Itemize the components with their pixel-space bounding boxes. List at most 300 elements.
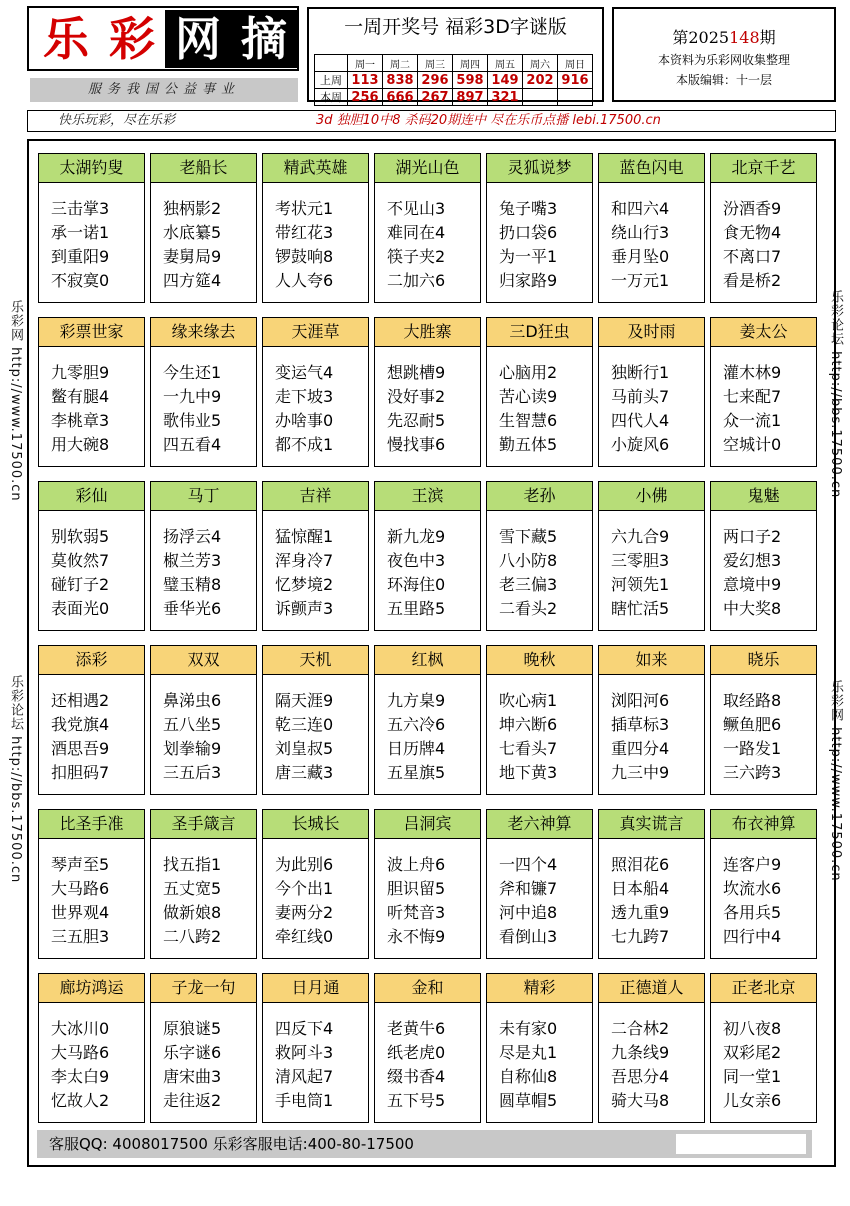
- logo-char-4: 摘: [231, 10, 297, 68]
- tipster-name: 子龙一句: [151, 974, 256, 1003]
- editor-note: 本版编辑：十一层: [675, 73, 772, 87]
- puzzle-line: 忆梦境2: [275, 575, 334, 594]
- puzzle-line: 歌伟业5: [163, 411, 222, 430]
- tipster-name: 缘来缘去: [151, 318, 256, 347]
- puzzle-line: 手电筒1: [275, 1091, 334, 1110]
- tipster-card: [262, 317, 369, 467]
- puzzle-line: 独柄影2: [163, 199, 222, 218]
- logo-char-3: 网: [165, 10, 231, 68]
- puzzle-line: 汾酒香9: [723, 199, 782, 218]
- tipster-lines: [487, 511, 592, 621]
- puzzle-line: 妻舅局9: [163, 247, 222, 266]
- tipster-card: [38, 153, 145, 303]
- puzzle-line: 我党旗4: [51, 715, 110, 734]
- puzzle-line: 兔子嘴3: [499, 199, 558, 218]
- puzzle-line: 儿女亲6: [723, 1091, 782, 1110]
- tipster-card: [710, 645, 817, 795]
- puzzle-line: 二加六6: [387, 271, 446, 290]
- puzzle-line: 四方筵4: [163, 271, 222, 290]
- puzzle-line: 五丈宽5: [163, 879, 222, 898]
- puzzle-line: 小旋风6: [611, 435, 670, 454]
- puzzle-line: 做新娘8: [163, 903, 222, 922]
- tipster-name: 吉祥: [263, 482, 368, 511]
- tipster-lines: [263, 675, 368, 785]
- puzzle-line: 忆故人2: [51, 1091, 110, 1110]
- puzzle-line: 照泪花6: [611, 855, 670, 874]
- tipster-card: [374, 153, 481, 303]
- tipster-card: [38, 809, 145, 959]
- puzzle-line: 猛惊醒1: [275, 527, 334, 546]
- tipster-name: 王滨: [375, 482, 480, 511]
- tipster-lines: [487, 839, 592, 949]
- tipster-card: [38, 645, 145, 795]
- puzzle-line: 二八跨2: [163, 927, 222, 946]
- puzzle-line: 三击掌3: [51, 199, 110, 218]
- puzzle-line: 鳖有腿4: [51, 387, 110, 406]
- tipster-name: 如来: [599, 646, 704, 675]
- puzzle-line: 四行中4: [723, 927, 782, 946]
- source-note: 本资料为乐彩网收集整理: [657, 53, 790, 67]
- puzzle-line: 为此别6: [275, 855, 334, 874]
- tipster-card: [710, 153, 817, 303]
- tipster-name: 北京千艺: [711, 154, 816, 183]
- tipster-lines: [487, 675, 592, 785]
- puzzle-line: 鳜鱼肥6: [723, 715, 782, 734]
- weekday: 周六: [523, 55, 558, 72]
- puzzle-line: 筷子夹2: [387, 247, 446, 266]
- tipster-lines: [263, 347, 368, 457]
- tipster-name: 老六神算: [487, 810, 592, 839]
- puzzle-line: 九零胆9: [51, 363, 110, 382]
- puzzle-line: 清风起7: [275, 1067, 334, 1086]
- puzzle-line: 吹心病1: [499, 691, 558, 710]
- side-text-left-top: 乐彩网 http://www.17500.cn: [8, 300, 23, 502]
- tipster-card: [262, 973, 369, 1123]
- puzzle-line: 隔天涯9: [275, 691, 334, 710]
- puzzle-line: 五八坐5: [163, 715, 222, 734]
- puzzle-line: 各用兵5: [723, 903, 782, 922]
- puzzle-line: 两口子2: [723, 527, 782, 546]
- puzzle-line: 锣鼓响8: [275, 247, 334, 266]
- tipster-lines: [375, 1003, 480, 1113]
- banner-slogan: 快乐玩彩，尽在乐彩: [58, 113, 176, 128]
- tipster-name: 大胜寨: [375, 318, 480, 347]
- puzzle-line: 五里路5: [387, 599, 446, 618]
- puzzle-line: 原狼谜5: [163, 1019, 222, 1038]
- puzzle-line: 浑身冷7: [275, 551, 334, 570]
- side-text-right-bottom: 乐彩网 http://www.17500.cn: [828, 680, 843, 882]
- puzzle-line: 变运气4: [275, 363, 334, 382]
- puzzle-line: 八小防8: [499, 551, 558, 570]
- tipster-lines: [39, 347, 144, 457]
- tipster-card: [486, 481, 593, 631]
- puzzle-line: 地下黄3: [499, 763, 558, 782]
- tipster-card: [150, 645, 257, 795]
- tipster-lines: [39, 839, 144, 949]
- puzzle-line: 归家路9: [499, 271, 558, 290]
- puzzle-line: 垂华光6: [163, 599, 222, 618]
- puzzle-line: 唐三藏3: [275, 763, 334, 782]
- tipster-card: [374, 481, 481, 631]
- puzzle-line: 乾三连0: [275, 715, 334, 734]
- tipster-lines: [599, 183, 704, 293]
- puzzle-line: 唐宋曲3: [163, 1067, 222, 1086]
- puzzle-line: 马前头7: [611, 387, 670, 406]
- tipster-card: [150, 809, 257, 959]
- puzzle-line: 食无物4: [723, 223, 782, 242]
- tipster-lines: [599, 511, 704, 621]
- tipster-card: [262, 645, 369, 795]
- tipster-lines: [39, 1003, 144, 1113]
- tipster-card: [374, 973, 481, 1123]
- tipster-lines: [151, 1003, 256, 1113]
- puzzle-line: 别软弱5: [51, 527, 110, 546]
- puzzle-line: 环海住0: [387, 575, 446, 594]
- puzzle-line: 生智慧6: [499, 411, 558, 430]
- puzzle-line: 二合林2: [611, 1019, 670, 1038]
- tipster-lines: [151, 347, 256, 457]
- puzzle-line: 日历牌4: [387, 739, 446, 758]
- puzzle-line: 独断行1: [611, 363, 670, 382]
- tipster-card: [150, 317, 257, 467]
- tipster-lines: [487, 1003, 592, 1113]
- tipster-card: [38, 973, 145, 1123]
- tipster-lines: [711, 1003, 816, 1113]
- tipster-name: 正德道人: [599, 974, 704, 1003]
- puzzle-line: 为一平1: [499, 247, 558, 266]
- puzzle-line: 表面光0: [51, 599, 110, 618]
- issue-panel: [612, 7, 836, 102]
- puzzle-line: 承一诺1: [51, 223, 110, 242]
- footer-blank-box: [676, 1134, 806, 1154]
- banner-promo[interactable]: 3d 独胆10中8 杀码20期连中 尽在乐币点播 lebi.17500.cn: [316, 113, 661, 128]
- tipster-card: [486, 809, 593, 959]
- tipster-card: [150, 153, 257, 303]
- tipster-lines: [375, 511, 480, 621]
- tipster-card: [374, 645, 481, 795]
- puzzle-line: 波上舟6: [387, 855, 446, 874]
- puzzle-line: 四反下4: [275, 1019, 334, 1038]
- puzzle-line: 听梵音3: [387, 903, 446, 922]
- tipster-card: [710, 481, 817, 631]
- puzzle-line: 老黄牛6: [387, 1019, 446, 1038]
- tipster-name: 长城长: [263, 810, 368, 839]
- puzzle-line: 今生还1: [163, 363, 222, 382]
- tipster-name: 老船长: [151, 154, 256, 183]
- tipster-lines: [263, 839, 368, 949]
- tipster-name: 彩仙: [39, 482, 144, 511]
- footer: [37, 1130, 812, 1158]
- puzzle-line: 圆草帽5: [499, 1091, 558, 1110]
- tipster-name: 圣手箴言: [151, 810, 256, 839]
- tipster-name: 老孙: [487, 482, 592, 511]
- puzzle-line: 大马路6: [51, 879, 110, 898]
- tipster-name: 精彩: [487, 974, 592, 1003]
- tipster-card: [38, 481, 145, 631]
- tipster-lines: [599, 347, 704, 457]
- tipster-card: [262, 153, 369, 303]
- tipster-name: 天涯草: [263, 318, 368, 347]
- puzzle-line: 乐字谜6: [163, 1043, 222, 1062]
- draw-number: [558, 89, 593, 106]
- puzzle-line: 大马路6: [51, 1043, 110, 1062]
- this-week-row: [315, 89, 593, 106]
- logo-char-1: 乐: [43, 12, 89, 66]
- tipster-card: [710, 317, 817, 467]
- tipster-card: [150, 973, 257, 1123]
- tipster-name: 马丁: [151, 482, 256, 511]
- puzzle-line: 妻两分2: [275, 903, 334, 922]
- tipster-name: 吕洞宾: [375, 810, 480, 839]
- puzzle-line: 先忍耐5: [387, 411, 446, 430]
- tipster-lines: [39, 675, 144, 785]
- tipster-name: 添彩: [39, 646, 144, 675]
- puzzle-line: 双彩尾2: [723, 1043, 782, 1062]
- tipster-lines: [39, 183, 144, 293]
- puzzle-line: 纸老虎0: [387, 1043, 446, 1062]
- puzzle-line: 走下坡3: [275, 387, 334, 406]
- puzzle-line: 意境中9: [723, 575, 782, 594]
- tipster-name: 灵狐说梦: [487, 154, 592, 183]
- puzzle-line: 灌木林9: [723, 363, 782, 382]
- tipster-name: 日月通: [263, 974, 368, 1003]
- puzzle-line: 椒兰芳3: [163, 551, 222, 570]
- weekday: 周日: [558, 55, 593, 72]
- tipster-card: [486, 973, 593, 1123]
- puzzle-line: 日本船4: [611, 879, 670, 898]
- puzzle-line: 世界观4: [51, 903, 110, 922]
- tipster-card: [38, 317, 145, 467]
- puzzle-line: 到重阳9: [51, 247, 110, 266]
- tipster-name: 鬼魅: [711, 482, 816, 511]
- tipster-lines: [375, 675, 480, 785]
- puzzle-line: 插草标3: [611, 715, 670, 734]
- puzzle-line: 酒思吾9: [51, 739, 110, 758]
- draw-number: 598: [453, 72, 488, 89]
- puzzle-line: 绕山行3: [611, 223, 670, 242]
- puzzle-line: 坤六断6: [499, 715, 558, 734]
- draw-number: [523, 89, 558, 106]
- tipster-name: 金和: [375, 974, 480, 1003]
- puzzle-line: 四代人4: [611, 411, 670, 430]
- puzzle-line: 三五后3: [163, 763, 222, 782]
- tipster-lines: [151, 675, 256, 785]
- puzzle-line: 牵红线0: [275, 927, 334, 946]
- logo: [27, 6, 299, 71]
- puzzle-line: 慢找事6: [387, 435, 446, 454]
- tipster-card: [374, 809, 481, 959]
- issue-number: [614, 25, 834, 48]
- tipster-name: 彩票世家: [39, 318, 144, 347]
- tipster-card: [710, 809, 817, 959]
- puzzle-line: 还相遇2: [51, 691, 110, 710]
- weekday: 周二: [383, 55, 418, 72]
- tipster-lines: [487, 347, 592, 457]
- puzzle-line: 划拳输9: [163, 739, 222, 758]
- puzzle-line: 中大奖8: [723, 599, 782, 618]
- draw-number: 256: [348, 89, 383, 106]
- puzzle-line: 不寂寞0: [51, 271, 110, 290]
- puzzle-line: 爱幻想3: [723, 551, 782, 570]
- tipster-lines: [599, 1003, 704, 1113]
- puzzle-line: 找五指1: [163, 855, 222, 874]
- draw-number: 838: [383, 72, 418, 89]
- puzzle-line: 空城计0: [723, 435, 782, 454]
- tipster-card: [374, 317, 481, 467]
- puzzle-line: 九三中9: [611, 763, 670, 782]
- puzzle-line: 雪下藏5: [499, 527, 558, 546]
- puzzle-line: 四五看4: [163, 435, 222, 454]
- puzzle-line: 浏阳河6: [611, 691, 670, 710]
- tipster-name: 廊坊鸿运: [39, 974, 144, 1003]
- weekday: 周一: [348, 55, 383, 72]
- puzzle-line: 垂月坠0: [611, 247, 670, 266]
- tipster-name: 精武英雄: [263, 154, 368, 183]
- tipster-lines: [151, 839, 256, 949]
- draw-number: 113: [348, 72, 383, 89]
- tipster-lines: [599, 839, 704, 949]
- puzzle-line: 五星旗5: [387, 763, 446, 782]
- tipster-card: [710, 973, 817, 1123]
- tipster-card: [598, 153, 705, 303]
- puzzle-line: 考状元1: [275, 199, 334, 218]
- weekday: 周五: [488, 55, 523, 72]
- puzzle-line: 胆识留5: [387, 879, 446, 898]
- tipster-lines: [711, 511, 816, 621]
- puzzle-line: 瞎忙活5: [611, 599, 670, 618]
- puzzle-line: 三六跨3: [723, 763, 782, 782]
- puzzle-line: 都不成1: [275, 435, 334, 454]
- last-week-row: [315, 72, 593, 89]
- puzzle-line: 同一堂1: [723, 1067, 782, 1086]
- logo-char-2: 彩: [109, 12, 155, 66]
- puzzle-line: 救阿斗3: [275, 1043, 334, 1062]
- puzzle-line: 带红花3: [275, 223, 334, 242]
- draw-number: 296: [418, 72, 453, 89]
- tipster-card: [598, 645, 705, 795]
- puzzle-line: 莫攸然7: [51, 551, 110, 570]
- puzzle-line: 人人夸6: [275, 271, 334, 290]
- tipster-lines: [711, 839, 816, 949]
- puzzle-line: 坎流水6: [723, 879, 782, 898]
- draw-number: 149: [488, 72, 523, 89]
- puzzle-line: 碰钉子2: [51, 575, 110, 594]
- puzzle-line: 取经路8: [723, 691, 782, 710]
- puzzle-line: 办啥事0: [275, 411, 334, 430]
- tipster-card: [262, 481, 369, 631]
- puzzle-line: 骑大马8: [611, 1091, 670, 1110]
- tipster-name: 太湖钓叟: [39, 154, 144, 183]
- tipster-name: 蓝色闪电: [599, 154, 704, 183]
- draw-number: 321: [488, 89, 523, 106]
- tipster-name: 小佛: [599, 482, 704, 511]
- tipster-name: 姜太公: [711, 318, 816, 347]
- tipster-lines: [375, 839, 480, 949]
- puzzle-line: 吾思分4: [611, 1067, 670, 1086]
- puzzle-line: 七来配7: [723, 387, 782, 406]
- puzzle-line: 一九中9: [163, 387, 222, 406]
- tipster-lines: [711, 675, 816, 785]
- puzzle-line: 今个出1: [275, 879, 334, 898]
- puzzle-line: 看倒山3: [499, 927, 558, 946]
- tipster-name: 正老北京: [711, 974, 816, 1003]
- tipster-name: 双双: [151, 646, 256, 675]
- issue-prefix: 第2025: [672, 28, 730, 47]
- puzzle-line: 不离口7: [723, 247, 782, 266]
- puzzle-line: 河中追8: [499, 903, 558, 922]
- tipster-name: 及时雨: [599, 318, 704, 347]
- tipster-lines: [263, 1003, 368, 1113]
- puzzle-line: 五六冷6: [387, 715, 446, 734]
- puzzle-line: 五下号5: [387, 1091, 446, 1110]
- puzzle-line: 看是桥2: [723, 271, 782, 290]
- tipster-name: 湖光山色: [375, 154, 480, 183]
- puzzle-line: 三五胆3: [51, 927, 110, 946]
- tipster-name: 比圣手准: [39, 810, 144, 839]
- draw-number: 666: [383, 89, 418, 106]
- issue-value: 148: [729, 28, 760, 47]
- puzzle-line: 苦心读9: [499, 387, 558, 406]
- puzzle-line: 扣胆码7: [51, 763, 110, 782]
- side-text-right-top: 乐彩论坛 http://bbs.17500.cn: [828, 290, 843, 499]
- puzzle-line: 用大碗8: [51, 435, 110, 454]
- tipster-lines: [375, 183, 480, 293]
- tipster-lines: [151, 511, 256, 621]
- puzzle-line: 新九龙9: [387, 527, 446, 546]
- puzzle-line: 璧玉精8: [163, 575, 222, 594]
- tipster-card: [598, 481, 705, 631]
- puzzle-line: 没好事2: [387, 387, 446, 406]
- puzzle-line: 一四个4: [499, 855, 558, 874]
- puzzle-line: 透九重9: [611, 903, 670, 922]
- issue-suffix: 期: [759, 28, 776, 47]
- puzzle-line: 连客户9: [723, 855, 782, 874]
- puzzle-line: 刘皇叔5: [275, 739, 334, 758]
- tipster-lines: [487, 183, 592, 293]
- weekday: 周三: [418, 55, 453, 72]
- puzzle-line: 九方臬9: [387, 691, 446, 710]
- side-text-left-bottom: 乐彩论坛 http://bbs.17500.cn: [8, 675, 23, 884]
- puzzle-line: 一路发1: [723, 739, 782, 758]
- puzzle-line: 水底纂5: [163, 223, 222, 242]
- tipster-card: [486, 317, 593, 467]
- puzzle-line: 心脑用2: [499, 363, 558, 382]
- weekly-numbers-panel: [307, 7, 604, 105]
- puzzle-line: 河领先1: [611, 575, 670, 594]
- puzzle-line: 一万元1: [611, 271, 670, 290]
- weekly-table: [314, 54, 593, 106]
- puzzle-line: 三零胆3: [611, 551, 670, 570]
- puzzle-line: 二看头2: [499, 599, 558, 618]
- puzzle-line: 难同在4: [387, 223, 446, 242]
- weekly-title: 一周开奖号 福彩3D字谜版: [344, 16, 567, 38]
- puzzle-line: 扬浮云4: [163, 527, 222, 546]
- tipster-lines: [39, 511, 144, 621]
- puzzle-line: 鼻涕虫6: [163, 691, 222, 710]
- tipster-name: 晚秋: [487, 646, 592, 675]
- puzzle-line: 老三偏3: [499, 575, 558, 594]
- tipster-name: 红枫: [375, 646, 480, 675]
- puzzle-line: 自称仙8: [499, 1067, 558, 1086]
- puzzle-line: 不见山3: [387, 199, 446, 218]
- puzzle-line: 想跳槽9: [387, 363, 446, 382]
- banner: [27, 110, 836, 132]
- puzzle-line: 琴声至5: [51, 855, 110, 874]
- tipster-lines: [711, 183, 816, 293]
- puzzle-line: 六九合9: [611, 527, 670, 546]
- puzzle-line: 七看头7: [499, 739, 558, 758]
- tipster-lines: [375, 347, 480, 457]
